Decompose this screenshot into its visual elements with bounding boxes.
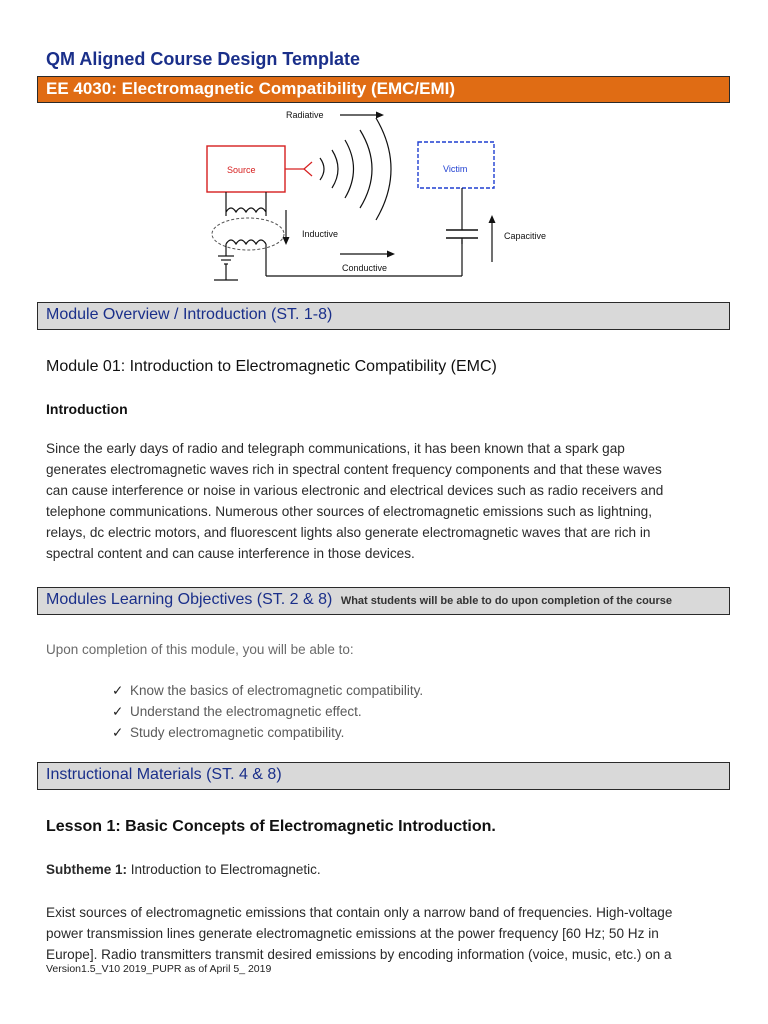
subtheme <box>46 862 321 877</box>
subtheme-text: Introduction to Electromagnetic. <box>127 862 321 877</box>
course-title-bar <box>37 76 730 103</box>
checkmark-icon: ✓ <box>112 725 124 740</box>
inductive-label: Inductive <box>302 229 339 239</box>
course-title: EE 4030: Electromagnetic Compatibility (EMC/EMI) <box>46 79 456 98</box>
module-title: Module 01: Introduction to Electromagnetic Compatibility (EMC) <box>46 358 497 375</box>
conductive-label: Conductive <box>342 263 388 273</box>
radiative-label: Radiative <box>286 110 324 120</box>
lesson-paragraph <box>46 902 722 965</box>
introduction-heading: Introduction <box>46 401 128 417</box>
objectives-list <box>112 680 423 743</box>
objectives-lead: Upon completion of this module, you will be able to: <box>46 642 354 657</box>
intro-line: spectral content and can cause interference in those devices. <box>46 546 415 561</box>
emc-coupling-diagram <box>200 104 570 300</box>
lesson-line: Europe]. Radio transmitters transmit desired emissions by encoding information (voice, music, etc.) on a <box>46 947 672 962</box>
checkmark-icon: ✓ <box>112 704 124 719</box>
lesson-title: Lesson 1: Basic Concepts of Electromagnetic Introduction. <box>46 818 496 835</box>
module-overview-heading: Module Overview / Introduction (ST. 1-8) <box>46 306 333 323</box>
intro-line: can cause interference or noise in various electronic and electrical devices such as radio receivers and <box>46 483 664 498</box>
capacitive-label: Capacitive <box>504 231 547 241</box>
instructional-materials-heading: Instructional Materials (ST. 4 & 8) <box>46 766 282 783</box>
list-item: ✓ Know the basics of electromagnetic compatibility. <box>112 680 423 701</box>
learning-objectives-subheading: What students will be able to do upon completion of the course <box>340 595 673 607</box>
intro-line: generates electromagnetic waves rich in spectral content frequency components and that these waves <box>46 462 662 477</box>
list-item: ✓ Understand the electromagnetic effect. <box>112 701 423 722</box>
intro-line: relays, dc electric motors, and fluorescent lights also generate electromagnetic waves that are rich in <box>46 525 651 540</box>
list-item: ✓ Study electromagnetic compatibility. <box>112 722 423 743</box>
lesson-line: Exist sources of electromagnetic emissions that contain only a narrow band of frequencies. High-voltage <box>46 905 673 920</box>
victim-label: Victim <box>443 164 468 174</box>
subtheme-label: Subtheme 1: <box>46 862 128 877</box>
learning-objectives-heading: Modules Learning Objectives (ST. 2 & 8) <box>46 591 333 608</box>
template-title: QM Aligned Course Design Template <box>46 49 361 69</box>
module-overview-bar <box>37 302 730 330</box>
instructional-materials-bar <box>37 762 730 790</box>
learning-objectives-bar <box>37 587 730 615</box>
introduction-paragraph <box>46 438 722 564</box>
checkmark-icon: ✓ <box>112 683 124 698</box>
source-label: Source <box>227 165 256 175</box>
intro-line: Since the early days of radio and telegraph communications, it has been known that a spark gap <box>46 441 625 456</box>
version-footer: Version1.5_V10 2019_PUPR as of April 5_ 2019 <box>46 963 272 975</box>
lesson-line: power transmission lines generate electromagnetic emissions at the power frequency [60 Hz; 50 Hz in <box>46 926 659 941</box>
intro-line: telephone communications. Numerous other sources of electromagnetic emissions such as lightning, <box>46 504 652 519</box>
